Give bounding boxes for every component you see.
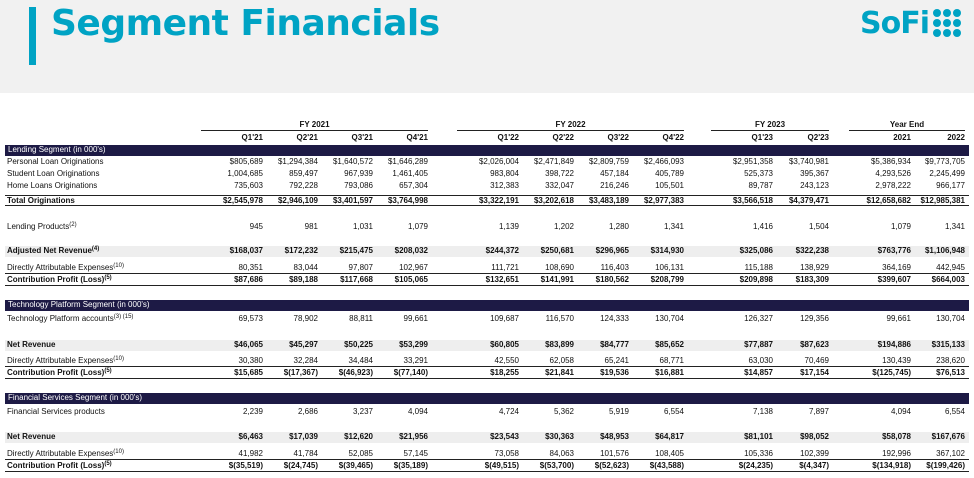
- table-cell: 2,245,499: [929, 169, 965, 178]
- row-label-text: Lending Products: [7, 222, 70, 231]
- table-cell: $314,930: [650, 246, 684, 255]
- table-cell: 792,228: [289, 181, 318, 190]
- table-cell: $(17,367): [283, 368, 318, 377]
- table-row: [5, 368, 969, 379]
- header-band: [0, 0, 974, 93]
- table-cell: 124,333: [600, 314, 629, 323]
- table-cell: 41,982: [238, 449, 263, 458]
- row-label: [7, 461, 112, 471]
- table-row: [5, 169, 969, 180]
- table-cell: $117,668: [340, 275, 373, 284]
- table-cell: 129,356: [800, 314, 829, 323]
- table-cell: 4,724: [498, 407, 519, 416]
- table-row: [5, 314, 969, 325]
- table-cell: 1,139: [498, 222, 519, 231]
- table-cell: 405,789: [655, 169, 684, 178]
- table-cell: 30,380: [238, 356, 263, 365]
- table-cell: $87,623: [800, 340, 829, 349]
- table-cell: $1,646,289: [387, 157, 428, 166]
- group-header-row: [5, 120, 969, 131]
- table-cell: 1,416: [752, 222, 773, 231]
- table-cell: 32,284: [293, 356, 318, 365]
- row-label: [7, 314, 133, 324]
- section-header: [5, 300, 969, 311]
- table-row: [5, 222, 969, 233]
- table-cell: 243,123: [800, 181, 829, 190]
- table-cell: $3,322,191: [478, 196, 519, 205]
- table-cell: $9,773,705: [924, 157, 965, 166]
- table-cell: 395,367: [800, 169, 829, 178]
- table-cell: $16,881: [655, 368, 684, 377]
- table-cell: 70,469: [804, 356, 829, 365]
- table-cell: 42,550: [494, 356, 519, 365]
- section-header: [5, 145, 969, 156]
- column-header: Q2'21: [296, 133, 318, 142]
- table-cell: $87,686: [234, 275, 263, 284]
- table-cell: 966,177: [936, 181, 965, 190]
- page-title: Segment Financials: [51, 3, 440, 44]
- section-header: [5, 393, 969, 404]
- table-cell: 34,484: [348, 356, 373, 365]
- row-label: [7, 340, 55, 350]
- table-cell: $85,652: [655, 340, 684, 349]
- table-cell: 97,807: [348, 263, 373, 272]
- row-label: [7, 356, 124, 366]
- table-cell: 33,291: [403, 356, 428, 365]
- table-cell: $2,977,383: [643, 196, 684, 205]
- group-header: FY 2023: [711, 120, 829, 131]
- table-cell: 106,131: [655, 263, 684, 272]
- table-row: [5, 157, 969, 168]
- table-cell: $3,740,981: [788, 157, 829, 166]
- column-header: Q3'22: [607, 133, 629, 142]
- table-cell: 945: [249, 222, 263, 231]
- column-header: 2022: [947, 133, 965, 142]
- table-cell: $18,255: [490, 368, 519, 377]
- table-cell: $(125,745): [872, 368, 911, 377]
- table-cell: 859,497: [289, 169, 318, 178]
- row-label: [7, 222, 77, 232]
- table-cell: 99,661: [886, 314, 911, 323]
- footnote-ref: (10): [113, 449, 124, 455]
- section-title: Lending Segment (in 000's): [8, 145, 106, 154]
- table-cell: 398,722: [545, 169, 574, 178]
- table-cell: 65,241: [604, 356, 629, 365]
- table-cell: $(35,519): [228, 461, 263, 470]
- table-cell: $(52,623): [594, 461, 629, 470]
- row-label-text: Net Revenue: [7, 340, 56, 349]
- table-cell: $84,777: [600, 340, 629, 349]
- table-cell: $48,953: [600, 432, 629, 441]
- table-cell: $296,965: [595, 246, 629, 255]
- row-label-text: Financial Services products: [7, 407, 105, 416]
- table-cell: 88,811: [349, 314, 373, 323]
- title-accent-bar: [29, 7, 36, 65]
- table-cell: $3,202,618: [533, 196, 574, 205]
- table-cell: $1,106,948: [924, 246, 965, 255]
- row-label: [7, 432, 55, 442]
- column-header: Q1'23: [751, 133, 773, 142]
- table-cell: 332,047: [545, 181, 574, 190]
- row-label-text: Technology Platform accounts: [7, 314, 114, 323]
- table-cell: 109,687: [490, 314, 519, 323]
- footnote-ref: (10): [113, 356, 124, 362]
- table-cell: $77,887: [744, 340, 773, 349]
- group-header: FY 2022: [457, 120, 684, 131]
- column-header: Q4'21: [406, 133, 428, 142]
- table-cell: $5,386,934: [870, 157, 911, 166]
- table-cell: $(4,347): [799, 461, 829, 470]
- table-cell: 4,293,526: [875, 169, 911, 178]
- table-cell: $167,676: [931, 432, 965, 441]
- table-row: [5, 275, 969, 286]
- table-cell: 1,504: [808, 222, 829, 231]
- table-cell: 1,341: [944, 222, 965, 231]
- row-label-text: Contribution Profit (Loss): [7, 368, 105, 377]
- table-cell: 108,690: [545, 263, 574, 272]
- table-cell: 2,686: [297, 407, 318, 416]
- table-cell: 3,237: [352, 407, 373, 416]
- table-cell: $194,886: [877, 340, 911, 349]
- row-label: [7, 263, 124, 273]
- table-cell: 2,239: [242, 407, 263, 416]
- table-cell: 57,145: [403, 449, 428, 458]
- table-cell: 69,573: [238, 314, 263, 323]
- table-cell: $46,065: [234, 340, 263, 349]
- table-cell: $3,566,518: [732, 196, 773, 205]
- table-cell: 983,804: [490, 169, 519, 178]
- table-cell: $132,651: [485, 275, 519, 284]
- table-row: [5, 432, 969, 443]
- row-label: [7, 275, 112, 285]
- table-cell: $1,294,384: [277, 157, 318, 166]
- table-cell: $76,513: [936, 368, 965, 377]
- row-label: [7, 196, 75, 206]
- table-cell: $2,545,978: [222, 196, 263, 205]
- table-cell: $17,039: [289, 432, 318, 441]
- table-cell: 80,351: [238, 263, 263, 272]
- table-cell: 105,501: [655, 181, 684, 190]
- table-cell: 6,554: [944, 407, 965, 416]
- table-cell: 312,383: [490, 181, 519, 190]
- table-row: [5, 407, 969, 418]
- table-cell: $30,363: [545, 432, 574, 441]
- row-label-text: Directly Attributable Expenses: [7, 263, 114, 272]
- table-cell: 525,373: [744, 169, 773, 178]
- table-cell: $315,133: [931, 340, 965, 349]
- table-cell: 1,079: [407, 222, 428, 231]
- table-cell: 138,929: [800, 263, 829, 272]
- table-cell: $1,640,572: [332, 157, 373, 166]
- table-cell: 84,063: [549, 449, 574, 458]
- table-cell: $45,297: [289, 340, 318, 349]
- footnote-ref: (5): [104, 368, 112, 374]
- column-header: Q1'22: [497, 133, 519, 142]
- column-header: Q2'22: [552, 133, 574, 142]
- table-cell: 130,439: [882, 356, 911, 365]
- table-row: [5, 246, 969, 257]
- table-cell: $2,026,004: [478, 157, 519, 166]
- row-label-text: Contribution Profit (Loss): [7, 275, 105, 284]
- logo-dots-icon: [933, 9, 961, 37]
- table-cell: 78,902: [293, 314, 318, 323]
- table-row: [5, 340, 969, 351]
- table-cell: $(24,235): [738, 461, 773, 470]
- table-cell: 62,058: [549, 356, 574, 365]
- table-cell: $(199,426): [926, 461, 965, 470]
- row-label-text: Total Originations: [7, 196, 75, 205]
- table-cell: 108,405: [655, 449, 684, 458]
- table-cell: $180,562: [595, 275, 629, 284]
- column-header: Q1'21: [241, 133, 263, 142]
- logo-text: SoFi: [860, 5, 929, 41]
- table-cell: 68,771: [659, 356, 684, 365]
- table-cell: $2,951,358: [732, 157, 773, 166]
- row-label-text: Adjusted Net Revenue: [7, 246, 92, 255]
- table-cell: 73,058: [494, 449, 519, 458]
- table-cell: $2,466,093: [643, 157, 684, 166]
- table-cell: 457,184: [600, 169, 629, 178]
- table-cell: $105,065: [394, 275, 428, 284]
- table-row: [5, 181, 969, 192]
- table-row: [5, 263, 969, 274]
- table-cell: 367,102: [936, 449, 965, 458]
- group-header: Year End: [849, 120, 965, 131]
- table-cell: 967,939: [344, 169, 373, 178]
- table-cell: $12,620: [344, 432, 373, 441]
- table-cell: 1,004,685: [227, 169, 263, 178]
- table-cell: $399,607: [877, 275, 911, 284]
- table-cell: $325,086: [739, 246, 773, 255]
- table-cell: $(49,515): [484, 461, 519, 470]
- table-cell: $(46,923): [338, 368, 373, 377]
- table-cell: $50,225: [344, 340, 373, 349]
- column-header: Q2'23: [807, 133, 829, 142]
- table-cell: 238,620: [936, 356, 965, 365]
- row-label-text: Net Revenue: [7, 432, 56, 441]
- table-cell: $(134,918): [872, 461, 911, 470]
- table-cell: 216,246: [600, 181, 629, 190]
- table-cell: 1,202: [553, 222, 574, 231]
- table-cell: 793,086: [344, 181, 373, 190]
- table-cell: $2,809,759: [588, 157, 629, 166]
- table-cell: $2,471,849: [533, 157, 574, 166]
- table-cell: 130,704: [655, 314, 684, 323]
- table-cell: $805,689: [229, 157, 263, 166]
- table-cell: 1,341: [663, 222, 684, 231]
- table-row: [5, 195, 969, 206]
- footnote-ref: (3) (15): [113, 314, 134, 320]
- table-cell: 63,030: [748, 356, 773, 365]
- table-cell: $(53,700): [539, 461, 574, 470]
- table-cell: 102,399: [800, 449, 829, 458]
- table-cell: 5,919: [608, 407, 629, 416]
- table-cell: 1,461,405: [392, 169, 428, 178]
- table-cell: 5,362: [553, 407, 574, 416]
- table-cell: 111,721: [491, 263, 519, 272]
- table-row: [5, 356, 969, 367]
- section-title: Technology Platform Segment (in 000's): [8, 300, 150, 309]
- table-cell: 89,787: [748, 181, 773, 190]
- table-cell: $98,052: [800, 432, 829, 441]
- table-cell: $6,463: [238, 432, 263, 441]
- table-cell: 83,044: [293, 263, 318, 272]
- table-cell: $81,101: [744, 432, 773, 441]
- table-cell: $172,232: [284, 246, 318, 255]
- table-cell: $2,946,109: [277, 196, 318, 205]
- table-cell: $3,764,998: [387, 196, 428, 205]
- table-cell: $(43,588): [649, 461, 684, 470]
- table-cell: 116,570: [545, 314, 574, 323]
- row-label: [7, 407, 105, 417]
- table-cell: $168,037: [229, 246, 263, 255]
- table-cell: $209,898: [739, 275, 773, 284]
- table-cell: $3,401,597: [332, 196, 373, 205]
- column-header-row: [5, 133, 969, 144]
- table-cell: 41,784: [293, 449, 318, 458]
- table-cell: 2,978,222: [875, 181, 911, 190]
- footnote-ref: (5): [104, 461, 112, 467]
- table-cell: 116,403: [600, 263, 629, 272]
- table-cell: $215,475: [339, 246, 373, 255]
- group-header: FY 2021: [201, 120, 428, 131]
- table-cell: 6,554: [663, 407, 684, 416]
- table-cell: 52,085: [348, 449, 373, 458]
- row-label: [7, 169, 100, 179]
- table-cell: 4,094: [407, 407, 428, 416]
- table-cell: 192,996: [882, 449, 911, 458]
- table-cell: 657,304: [399, 181, 428, 190]
- row-label-text: Directly Attributable Expenses: [7, 449, 114, 458]
- table-cell: $3,483,189: [588, 196, 629, 205]
- table-cell: $183,309: [795, 275, 829, 284]
- table-cell: $83,899: [545, 340, 574, 349]
- row-label: [7, 181, 97, 191]
- sofi-logo: [860, 3, 961, 43]
- footnote-ref: (5): [104, 275, 112, 281]
- row-label: [7, 449, 124, 459]
- table-cell: 364,169: [882, 263, 911, 272]
- table-cell: $58,078: [882, 432, 911, 441]
- table-cell: $21,956: [399, 432, 428, 441]
- table-cell: $14,857: [744, 368, 773, 377]
- table-cell: $4,379,471: [788, 196, 829, 205]
- table-cell: 1,079: [890, 222, 911, 231]
- table-cell: 981: [304, 222, 318, 231]
- table-cell: $(24,745): [283, 461, 318, 470]
- footnote-ref: (10): [113, 263, 124, 269]
- table-cell: 105,336: [744, 449, 773, 458]
- table-cell: 101,576: [600, 449, 629, 458]
- table-cell: 735,603: [234, 181, 263, 190]
- table-cell: 130,704: [936, 314, 965, 323]
- table-cell: $141,991: [540, 275, 574, 284]
- table-cell: $250,681: [540, 246, 574, 255]
- table-row: [5, 449, 969, 460]
- table-cell: $208,799: [650, 275, 684, 284]
- table-cell: $(77,140): [393, 368, 428, 377]
- table-cell: 7,897: [808, 407, 829, 416]
- table-cell: 102,967: [399, 263, 428, 272]
- table-cell: 99,661: [403, 314, 428, 323]
- table-cell: $763,776: [877, 246, 911, 255]
- row-label-text: Directly Attributable Expenses: [7, 356, 114, 365]
- table-cell: 4,094: [890, 407, 911, 416]
- table-cell: 442,945: [936, 263, 965, 272]
- section-title: Financial Services Segment (in 000's): [8, 393, 143, 402]
- column-header: Q3'21: [351, 133, 373, 142]
- table-cell: $53,299: [399, 340, 428, 349]
- table-cell: 7,138: [752, 407, 773, 416]
- table-cell: $23,543: [490, 432, 519, 441]
- row-label: [7, 246, 99, 256]
- table-cell: $64,817: [655, 432, 684, 441]
- table-cell: $208,032: [394, 246, 428, 255]
- table-cell: 115,188: [744, 263, 773, 272]
- table-cell: $(35,189): [393, 461, 428, 470]
- table-cell: $12,985,381: [920, 196, 965, 205]
- row-label-text: Home Loans Originations: [7, 181, 98, 190]
- table-cell: 1,280: [608, 222, 629, 231]
- table-cell: $60,805: [490, 340, 519, 349]
- table-cell: $322,238: [795, 246, 829, 255]
- table-cell: 1,031: [352, 222, 373, 231]
- table-row: [5, 461, 969, 472]
- table-cell: $21,841: [545, 368, 574, 377]
- table-cell: $19,536: [600, 368, 629, 377]
- table-cell: $89,188: [289, 275, 318, 284]
- table-cell: 126,327: [744, 314, 773, 323]
- row-label-text: Student Loan Originations: [7, 169, 100, 178]
- table-cell: $(39,465): [338, 461, 373, 470]
- row-label-text: Contribution Profit (Loss): [7, 461, 105, 470]
- table-cell: $244,372: [485, 246, 519, 255]
- table-cell: $12,658,682: [866, 196, 911, 205]
- table-cell: $15,685: [234, 368, 263, 377]
- row-label: [7, 368, 112, 378]
- row-label: [7, 157, 104, 167]
- column-header: Q4'22: [662, 133, 684, 142]
- table-cell: $17,154: [800, 368, 829, 377]
- row-label-text: Personal Loan Originations: [7, 157, 104, 166]
- column-header: 2021: [893, 133, 911, 142]
- footnote-ref: (4): [91, 246, 100, 252]
- footnote-ref: (2): [69, 222, 77, 228]
- table-cell: $664,003: [931, 275, 965, 284]
